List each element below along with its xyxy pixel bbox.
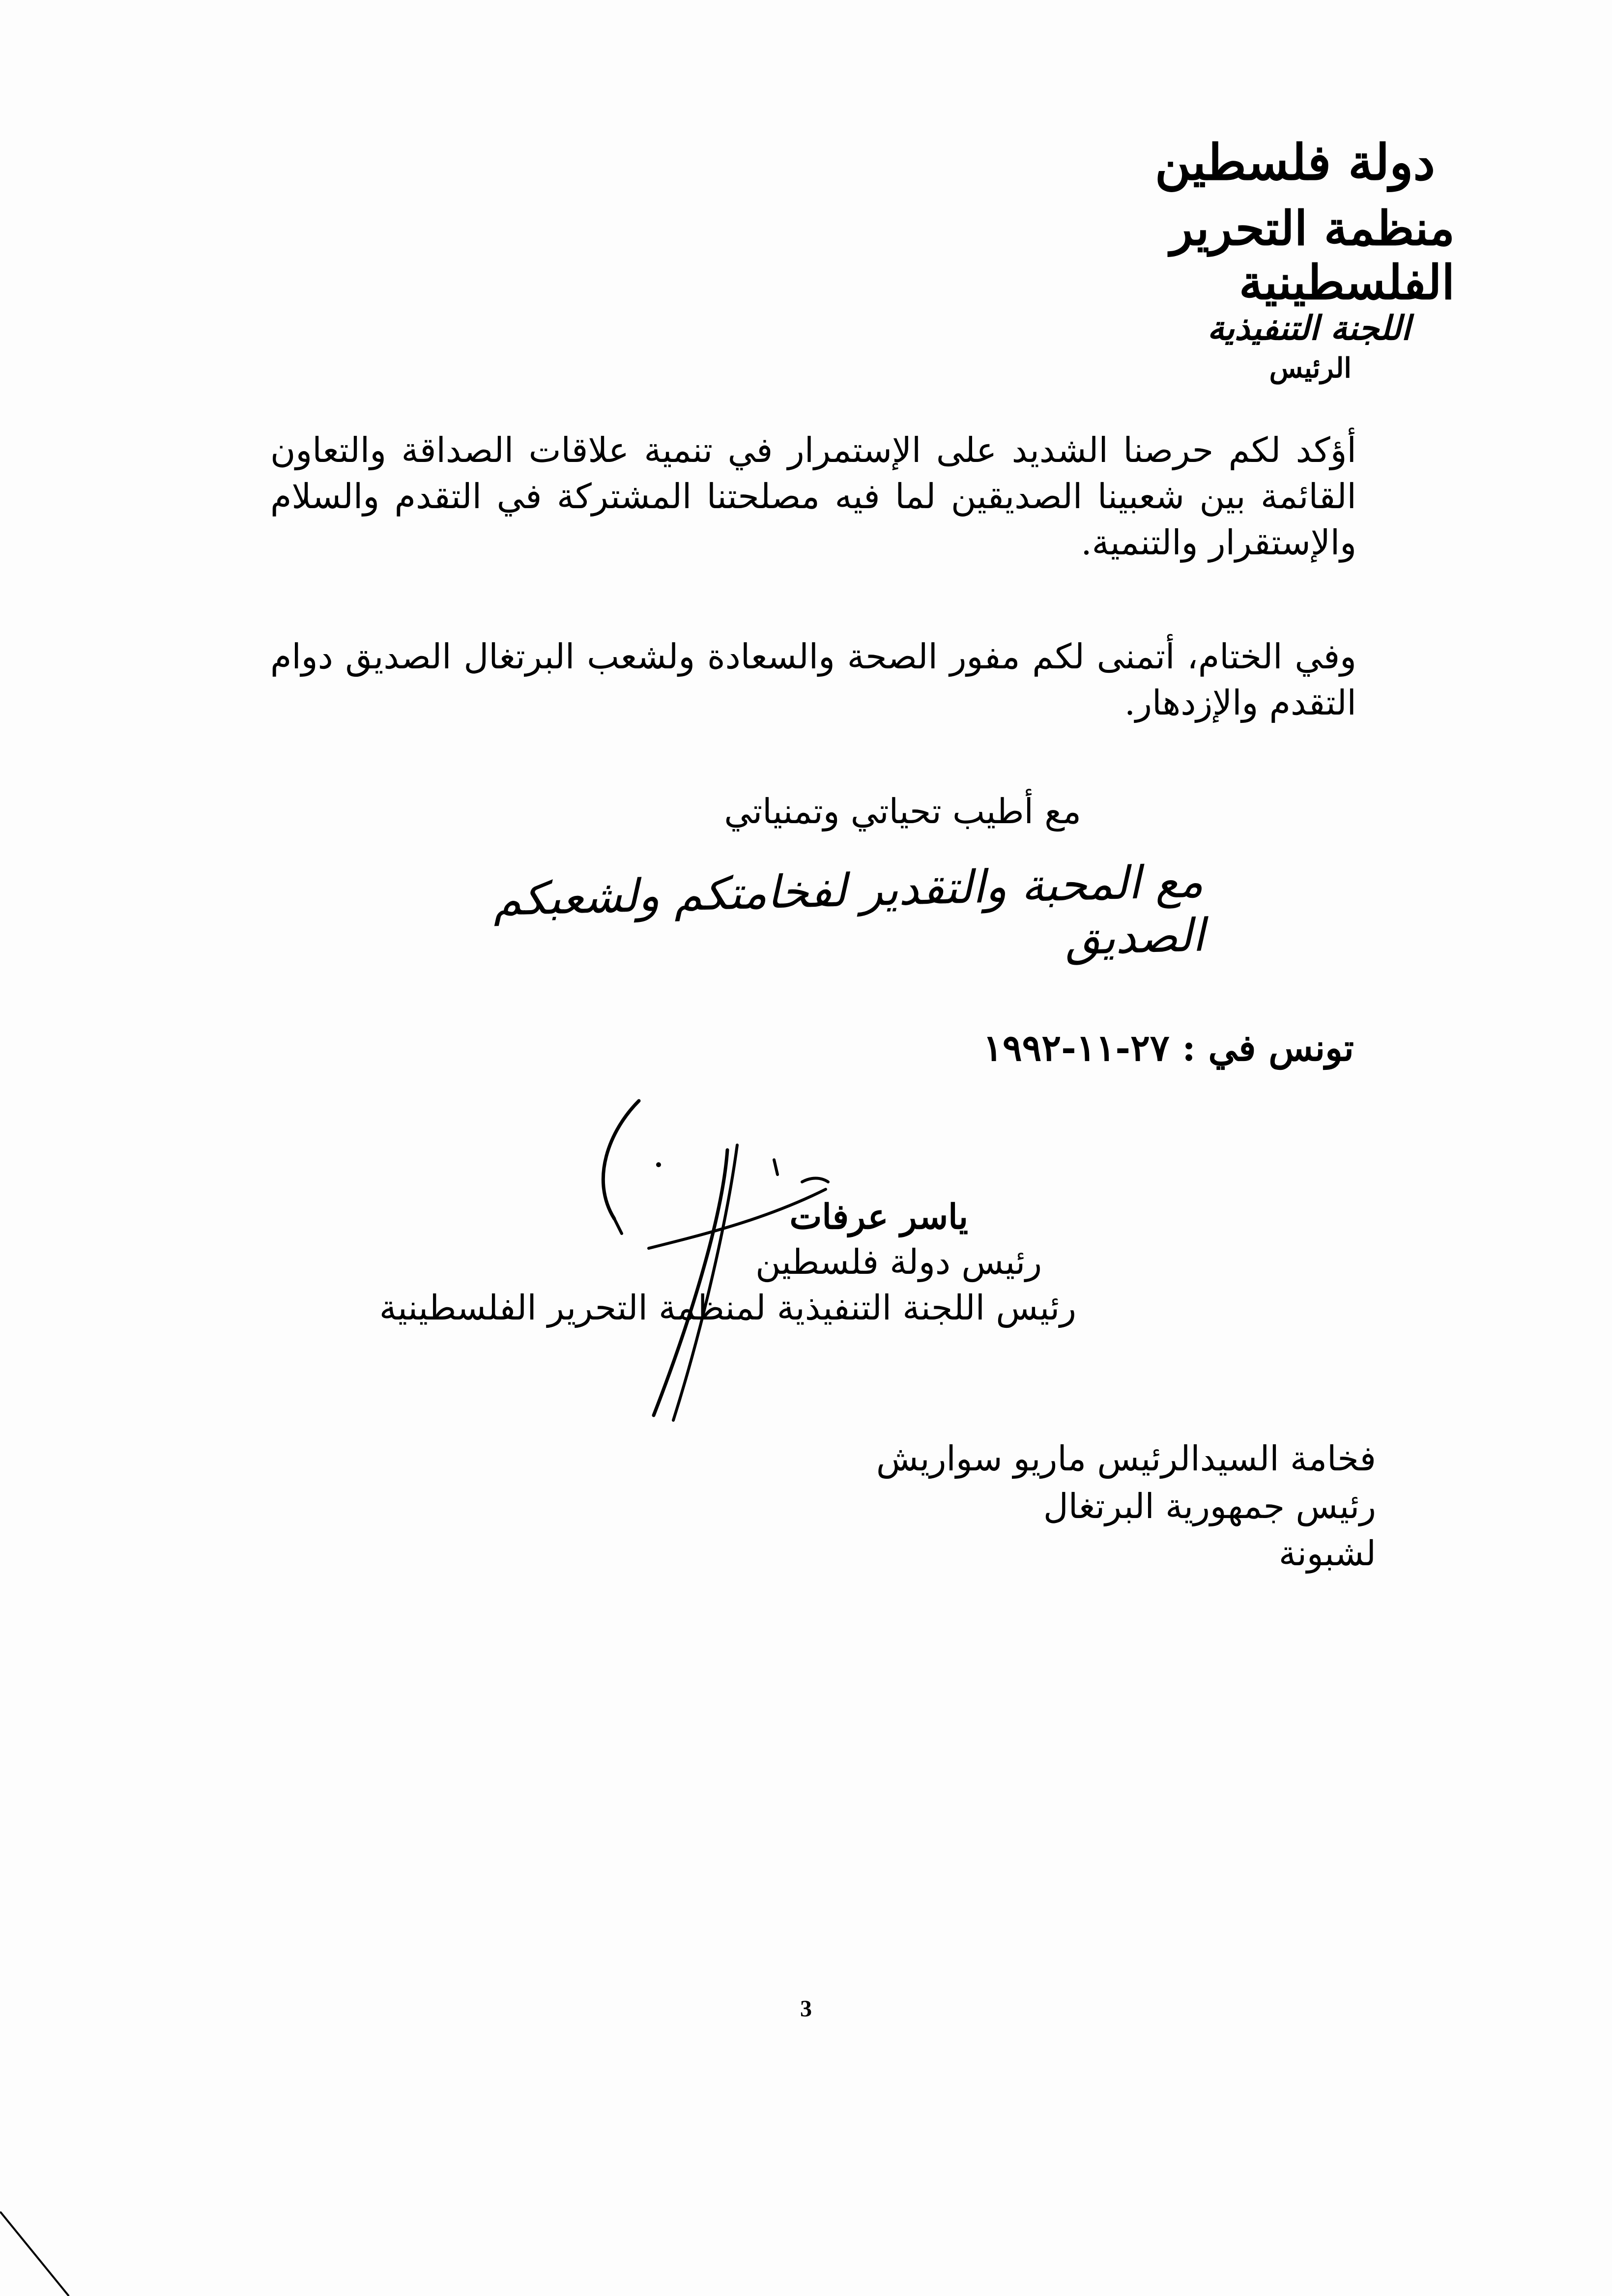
signature-block	[379, 1194, 1076, 1330]
recipient-line-3: لشبونة	[1278, 1533, 1376, 1574]
recipient-block	[876, 1435, 1376, 1578]
signatory-title-2: رئيس اللجنة التنفيذية لمنظمة التحرير الفلسطينية	[379, 1287, 1076, 1328]
letterhead	[949, 133, 1455, 384]
closing-greeting: مع أطيب تحياتي وتمنياتي	[724, 791, 1081, 832]
body-paragraph-2: وفي الختام، أتمنى لكم مفور الصحة والسعادة ولشعب البرتغال الصديق دوام التقدم والإزدهار.	[270, 636, 1356, 723]
signatory-name: ياسر عرفات	[789, 1196, 968, 1237]
letterhead-state: دولة فلسطين	[1154, 133, 1435, 191]
letterhead-chairman: الرئيس	[1269, 351, 1352, 384]
signatory-title-1: رئيس دولة فلسطين	[755, 1242, 1042, 1283]
letter-date: تونس في : ٢٧-١١-١٩٩٢	[983, 1027, 1354, 1069]
body-paragraph-1: أؤكد لكم حرصنا الشديد على الإستمرار في تنمية علاقات الصداقة والتعاون القائمة بين شعبينا الصديقين لما فيه مصلحتنا المشتركة في التقدم والسلام والإستقرار والتنمية.	[270, 430, 1356, 563]
handwritten-note: مع المحبة والتقدير لفخامتكم ولشعبكم الصديق	[492, 855, 1206, 966]
letterhead-committee: اللجنة التنفيذية	[1207, 308, 1410, 348]
recipient-line-2: رئيس جمهورية البرتغال	[1043, 1486, 1376, 1526]
letterhead-organization: منظمة التحرير الفلسطينية	[1170, 201, 1455, 311]
page-number: 3	[800, 1996, 812, 2022]
recipient-line-1: فخامة السيدالرئيس ماريو سواريش	[876, 1438, 1376, 1479]
scan-corner-line	[0, 2211, 98, 2296]
